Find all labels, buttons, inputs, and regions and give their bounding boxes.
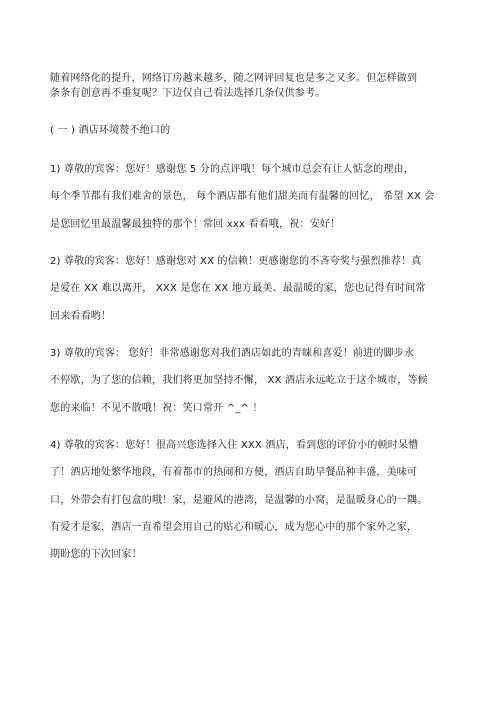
- reply-1-line-1: 1) 尊敬的宾客：您好！感谢您 5 分的点评哦！每个城市总会有让人惦念的理由，: [50, 164, 414, 175]
- reply-3-line-1: 3) 尊敬的宾客： 您好！非常感谢您对我们酒店如此的青睐和喜爱！前进的脚步永: [50, 348, 415, 359]
- reply-3-line-3: 您的来临！不见不散哦！祝：笑口常开 ^_^ ！: [50, 403, 263, 414]
- reply-4-line-3: 口，外带会有打包盒的哦！家，是避风的港湾，是温馨的小窝，是温暖身心的一隅。: [50, 495, 428, 506]
- reply-3-line-2: 不停歇，为了您的信赖，我们将更加坚持不懈， XX 酒店永远屹立于这个城市，等候: [50, 375, 428, 386]
- reply-2-line-1: 2) 尊敬的宾客：您好！感谢您对 XX 的信赖！更感谢您的不吝夸奖与强烈推荐！真: [50, 256, 422, 267]
- reply-2-line-2: 是爱在 XX 难以离开， XXX 是您在 XX 地方最美、最温暖的家，您也记得有时间常: [50, 283, 426, 294]
- intro-line-1: 随着网络化的提升，网络订房越来越多，随之网评回复也是多之又多。但怎样做到: [50, 73, 418, 84]
- reply-4-line-2: 了！酒店地处繁华地段，有着都市的热闹和方便，酒店自助早餐品种丰盛，美味可: [50, 467, 418, 478]
- section-heading: ( 一 ) 酒店环境赞不绝口的: [50, 125, 171, 136]
- reply-2-line-3: 回来看看哟！: [50, 311, 112, 322]
- reply-1-line-2: 每个季节都有我们难舍的景色， 每个酒店都有他们甜美而有温馨的回忆， 希望 XX 会: [50, 191, 435, 202]
- intro-line-2: 条条有创意再不重复呢？下边仅自己看法选择几条仅供参考。: [50, 88, 326, 99]
- reply-1-line-3: 是您回忆里最温馨最独特的那个！常回 xxx 看看哦，祝：安好！: [50, 219, 341, 230]
- reply-4-line-4: 有爱才是家，酒店一直希望会用自己的贴心和暖心，成为您心中的那个家外之家，: [50, 522, 418, 533]
- reply-4-line-1: 4) 尊敬的宾客：您好！很高兴您选择入住 XXX 酒店，看到您的评价小的顿时呆懵: [50, 440, 419, 451]
- reply-4-line-5: 期盼您的下次回家！: [50, 549, 142, 560]
